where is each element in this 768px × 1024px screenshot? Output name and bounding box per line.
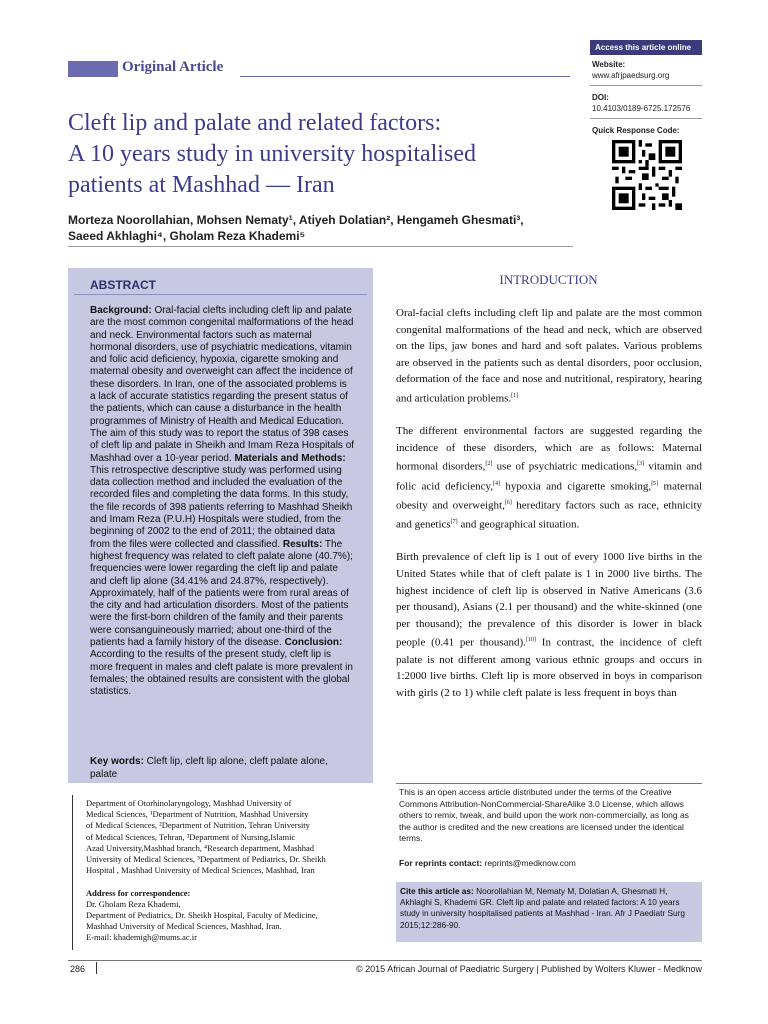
authors-line: Saeed Akhlaghi⁴, Gholam Reza Khademi⁵ bbox=[68, 229, 306, 243]
keywords-label: Key words: bbox=[90, 756, 144, 767]
keywords-text: Cleft lip, cleft lip alone, cleft palate alone, palate bbox=[90, 756, 328, 780]
abstract-heading: ABSTRACT bbox=[90, 278, 156, 292]
correspondence-line: Dr. Gholam Reza Khademi, bbox=[86, 899, 181, 909]
affiliation-line: Medical Sciences, ¹Department of Nutrition, Mashhad University bbox=[86, 809, 309, 820]
intro-p2-text: hypoxia and cigarette smoking, bbox=[500, 480, 652, 493]
access-heading: Access this article online bbox=[590, 40, 702, 55]
citation-ref[interactable]: [2] bbox=[485, 461, 493, 468]
website-label: Website: bbox=[592, 60, 626, 69]
background-label: Background: bbox=[90, 305, 152, 316]
intro-p2-text: and geographical situation. bbox=[457, 518, 580, 531]
introduction-heading: INTRODUCTION bbox=[499, 272, 598, 287]
article-type-label: Original Article bbox=[122, 59, 224, 75]
reprints-email[interactable]: reprints@medknow.com bbox=[482, 858, 576, 868]
methods-text: This retrospective descriptive study was performed using data collection method and included the evaluation of the recorded files and completing the data forms. In this study, the file records of 398 patients referring to Mashhad Sheikh and Imam Reza (P.U.H) Hospitals were studied, from the beginning of 2002 to the end of 2011; the obtained data from the files were collected and classified. bbox=[90, 464, 353, 550]
citation-ref[interactable]: [1] bbox=[511, 392, 519, 399]
affiliation-line: University of Medical Sciences, ⁵Department of Pediatrics, Dr. Sheikh bbox=[86, 854, 326, 865]
open-access-rule bbox=[396, 783, 702, 784]
access-online-box bbox=[590, 40, 702, 215]
authors-line: Morteza Noorollahian, Mohsen Nematy¹, Atiyeh Dolatian², Hengameh Ghesmati³, bbox=[68, 213, 524, 227]
keywords bbox=[90, 755, 355, 781]
correspondence-line: Mashhad University of Medical Sciences, Mashhad, Iran. bbox=[86, 921, 282, 931]
intro-p3-text: In contrast, the incidence of cleft palate is not different among various ethnic groups and occurs in 1:2000 live births. Cleft lip is more observed in boys in comparison with girls (2 to 1) while cleft palate is less frequent in boys than bbox=[396, 637, 702, 699]
affiliation-line: of Medical Sciences, Tehran, ³Department of Nursing,Islamic bbox=[86, 831, 296, 842]
title-line: patients at Mashhad — Iran bbox=[68, 172, 335, 198]
citation-ref[interactable]: [3] bbox=[637, 461, 645, 468]
intro-p2-text: use of psychiatric medications, bbox=[492, 461, 638, 474]
doi-value[interactable]: 10.4103/0189-6725.172576 bbox=[592, 104, 691, 113]
citation-ref[interactable]: [6] bbox=[504, 499, 512, 506]
citation-ref[interactable]: [10] bbox=[525, 637, 536, 644]
title-line: A 10 years study in university hospitalised bbox=[68, 141, 476, 167]
page-number-divider bbox=[96, 962, 97, 974]
author-list bbox=[68, 212, 578, 244]
header-rule bbox=[240, 76, 570, 77]
results-label: Results: bbox=[282, 538, 323, 550]
article-title bbox=[68, 108, 568, 201]
intro-paragraph-3 bbox=[396, 549, 702, 701]
methods-label: Materials and Methods: bbox=[234, 452, 346, 464]
affiliation-line: Hospital , Mashhad University of Medical Sciences, Mashhad, Iran bbox=[86, 865, 315, 876]
doi-label: DOI: bbox=[592, 93, 609, 102]
reprints-label: For reprints contact: bbox=[399, 858, 483, 868]
citation-ref[interactable]: [4] bbox=[493, 480, 500, 487]
title-line: Cleft lip and palate and related factors: bbox=[68, 110, 442, 136]
correspondence bbox=[86, 888, 371, 943]
intro-p2-text: vitamin and folic acid deficiency, bbox=[396, 461, 702, 493]
background-text: Oral-facial clefts including cleft lip and palate are the most common congenital malformations of the head and neck. Environmental factors such as maternal hormonal disorders, use of psychiatric medications, vitamin and folic acid deficiency, hypoxia, cigarette smoking and maternal obesity and overweight can affect the incidence of these disorders. In Iran, one of the associated problems is a lack of accurate statistics regarding the present status of the patients, which can cause a disturbance in the health programmes of Ministry of Health and Medical Education. The aim of this study was to report the status of 398 cases of cleft lip and palate in Sheikh and Imam Reza Hospitals of Mashhad over a 10-year period. bbox=[90, 305, 355, 464]
results-text: The highest frequency was related to cleft palate alone (40.7%); frequencies were lower regarding the cleft lip and palate and cleft lip alone (34.41% and 24.87%, respectively). Approximately, half of the patients were from rural areas of the city and had articulation disorders. Most of the patients were the first-born children of the family and their parents were consanguineously married; about one-third of the patients had a family history of the disease. bbox=[90, 538, 353, 649]
conclusion-label: Conclusion: bbox=[284, 637, 343, 649]
cite-text: Noorollahian M, Nematy M, Dolatian A, Ghesmati H, Akhlaghi S, Khademi GR. Cleft lip and palate and related factors: A 10 years study in university hospitalised patients at Mashhad - Iran. Afr J Paediatr Surg 2015;12:286-90. bbox=[400, 886, 686, 930]
cite-label: Cite this article as: bbox=[400, 886, 474, 896]
conclusion-text: According to the results of the present study, cleft lip is more frequent in males and cleft palate is more prevalent in females; the obtained results are consistent with the global statistics. bbox=[90, 649, 353, 698]
affiliation-line: Azad University,Mashhad branch, ⁴Research department, Mashhad bbox=[86, 842, 315, 853]
side-divider bbox=[590, 85, 702, 86]
qr-code-icon[interactable] bbox=[612, 140, 682, 210]
qr-label: Quick Response Code: bbox=[592, 126, 680, 135]
intro-p3-text: Birth prevalence of cleft lip is 1 out of every 1000 live births in the United States while that of cleft palate is 1 in 2000 live births. The highest incidence of cleft lip is observed in Native Americans (3.6 per thousand), Asians (2.1 per thousand) and the white-skinned (one per thousand); the prevalence of this disorder is lower in black people (0.41 per thousand). bbox=[396, 551, 702, 650]
affiliation-rule bbox=[72, 795, 73, 950]
qr-block bbox=[590, 121, 702, 215]
intro-p2-text: maternal obesity and overweight, bbox=[396, 480, 703, 512]
affiliation-line: of Medical Sciences, ²Department of Nutrition, Tehran University bbox=[86, 820, 310, 831]
intro-p2-text: The different environmental factors are suggested regarding the incidence of these disorders, which are as follows: Maternal hormonal disorders, bbox=[396, 425, 702, 474]
footer-rule bbox=[68, 960, 702, 961]
original-article-bar bbox=[68, 61, 118, 77]
intro-paragraph-2 bbox=[396, 423, 702, 533]
title-divider bbox=[68, 246, 573, 247]
footer-text: © 2015 African Journal of Paediatric Surgery | Published by Wolters Kluwer - Medknow bbox=[356, 964, 702, 974]
affiliation-line: Department of Otorhinolaryngology, Mashhad University of bbox=[86, 798, 292, 808]
abstract-rule bbox=[74, 294, 367, 295]
correspondence-line: Department of Pediatrics, Dr. Sheikh Hospital, Faculty of Medicine, bbox=[86, 910, 318, 920]
website-link[interactable]: www.afrjpaedsurg.org bbox=[592, 71, 670, 80]
reprints-contact bbox=[399, 858, 699, 868]
doi-block bbox=[590, 88, 702, 116]
correspondence-email[interactable]: E-mail: khademigh@mums.ac.ir bbox=[86, 932, 197, 942]
website-block bbox=[590, 55, 702, 83]
abstract-body bbox=[90, 305, 355, 699]
affiliations bbox=[86, 798, 371, 876]
page-number: 286 bbox=[70, 964, 86, 974]
introduction-body bbox=[396, 305, 702, 717]
correspondence-heading: Address for correspondence: bbox=[86, 888, 191, 898]
intro-paragraph-1 bbox=[396, 305, 702, 407]
side-divider bbox=[590, 118, 702, 119]
open-access-note: This is an open access article distributed under the terms of the Creative Commons Attribution-NonCommercial-ShareAlike 3.0 License, which allows others to remix, tweak, and build upon the work non-commercially, as long as the author is credited and the new creations are licensed under the identical terms. bbox=[399, 787, 689, 843]
citation-ref[interactable]: [7] bbox=[450, 519, 458, 526]
intro-p1-text: Oral-facial clefts including cleft lip and palate are the most common congenital malformations of the head and neck, which are observed on the lips, jaw bones and hard and soft palates. Various problems are observed in the patients such as dental disorders, poor occlusion, deformation of the face and nose and nutritional, respiratory, hearing and articulation problems. bbox=[396, 307, 702, 405]
citation-ref[interactable]: [5] bbox=[651, 480, 659, 487]
intro-p2-text: hereditary factors such as race, ethnicity and genetics bbox=[396, 499, 702, 531]
cite-article bbox=[400, 886, 700, 931]
